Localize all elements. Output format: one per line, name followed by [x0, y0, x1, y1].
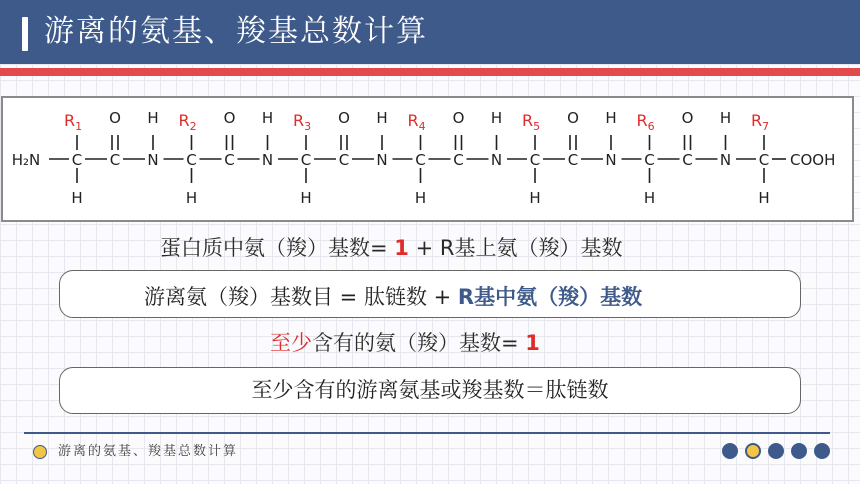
amide-nitrogen-3: N: [376, 151, 388, 169]
free-amino-highlight: R基中氨（羧）基数: [457, 285, 643, 309]
amide-nitrogen-5: N: [605, 151, 617, 169]
amide-hydrogen-5: H: [605, 109, 617, 127]
formula-prefix: 蛋白质中氨（羧）基数=: [160, 236, 388, 260]
r-group-label-4: $R_4$: [407, 111, 426, 133]
carbonyl-oxygen-4: O: [452, 109, 465, 127]
r-group-label-3: $R_3$: [292, 111, 312, 133]
amide-hydrogen-4: H: [490, 109, 503, 127]
amide-hydrogen-6: H: [719, 109, 732, 127]
n-terminus-label: H₂N: [11, 151, 41, 169]
free-amino-text: [144, 282, 724, 312]
carbonyl-carbon-6: C: [682, 151, 693, 169]
page-title: 游离的氨基、羧基总数计算: [44, 14, 428, 49]
amide-nitrogen-4: N: [490, 151, 503, 169]
peptide-diagram: [1, 96, 854, 222]
footer-title: 游离的氨基、羧基总数计算: [58, 444, 239, 459]
c-terminus-label: COOH: [790, 151, 836, 169]
page-dot-1[interactable]: [722, 443, 738, 459]
alpha-hydrogen-2: H: [185, 189, 198, 207]
amide-nitrogen-6: N: [719, 151, 732, 169]
amide-hydrogen-3: H: [376, 109, 388, 127]
formula-suffix: + R基上氨（羧）基数: [415, 236, 623, 260]
alpha-hydrogen-5: H: [529, 189, 541, 207]
alpha-hydrogen-7: H: [758, 189, 770, 207]
alpha-carbon-4: C: [415, 151, 426, 169]
least-amino-text: [270, 328, 540, 358]
peptide-structure-svg: [3, 98, 856, 224]
free-amino-main: 游离氨（羧）基数目 = 肽链数 +: [144, 285, 458, 309]
carbonyl-oxygen-2: O: [223, 109, 236, 127]
carbonyl-oxygen-6: O: [681, 109, 694, 127]
carbonyl-oxygen-1: O: [109, 109, 121, 127]
amide-nitrogen-1: N: [147, 151, 159, 169]
least-prefix: 至少: [270, 331, 312, 355]
carbonyl-oxygen-3: O: [338, 109, 350, 127]
carbonyl-carbon-4: C: [453, 151, 464, 169]
alpha-hydrogen-3: H: [300, 189, 312, 207]
page-dot-2[interactable]: [745, 443, 761, 459]
alpha-hydrogen-1: H: [71, 189, 83, 207]
r-group-label-1: $R_1$: [63, 111, 83, 133]
alpha-carbon-7: C: [758, 151, 770, 169]
carbonyl-carbon-2: C: [224, 151, 235, 169]
r-group-label-7: $R_7$: [750, 111, 770, 133]
amide-nitrogen-2: N: [261, 151, 274, 169]
formula-amino-count: [160, 232, 622, 264]
carbonyl-carbon-5: C: [567, 151, 579, 169]
least-free-text: 至少含有的游离氨基或羧基数＝肽链数: [251, 378, 609, 402]
page-dot-3[interactable]: [768, 443, 784, 459]
least-value: 1: [525, 331, 540, 355]
carbonyl-carbon-3: C: [338, 151, 350, 169]
formula-one: 1: [394, 236, 409, 260]
r-group-label-5: $R_5$: [521, 111, 541, 133]
carbonyl-carbon-1: C: [109, 151, 121, 169]
amide-hydrogen-2: H: [261, 109, 274, 127]
r-group-label-6: $R_6$: [636, 111, 655, 133]
carbonyl-oxygen-5: O: [567, 109, 579, 127]
r-group-label-2: $R_2$: [178, 111, 197, 133]
footer-divider: [24, 432, 830, 434]
alpha-carbon-3: C: [300, 151, 312, 169]
alpha-carbon-5: C: [529, 151, 541, 169]
alpha-carbon-2: C: [186, 151, 197, 169]
alpha-hydrogen-4: H: [414, 189, 427, 207]
page-dot-4[interactable]: [791, 443, 807, 459]
alpha-carbon-1: C: [71, 151, 83, 169]
page-dot-5[interactable]: [814, 443, 830, 459]
least-main: 含有的氨（羧）基数=: [312, 331, 519, 355]
header-red-stripe: [0, 68, 860, 76]
footer-bullet-icon: [33, 445, 47, 459]
header-bar: [0, 0, 860, 64]
alpha-hydrogen-6: H: [643, 189, 656, 207]
header-accent-bar: [22, 17, 28, 51]
alpha-carbon-6: C: [644, 151, 655, 169]
amide-hydrogen-1: H: [147, 109, 159, 127]
